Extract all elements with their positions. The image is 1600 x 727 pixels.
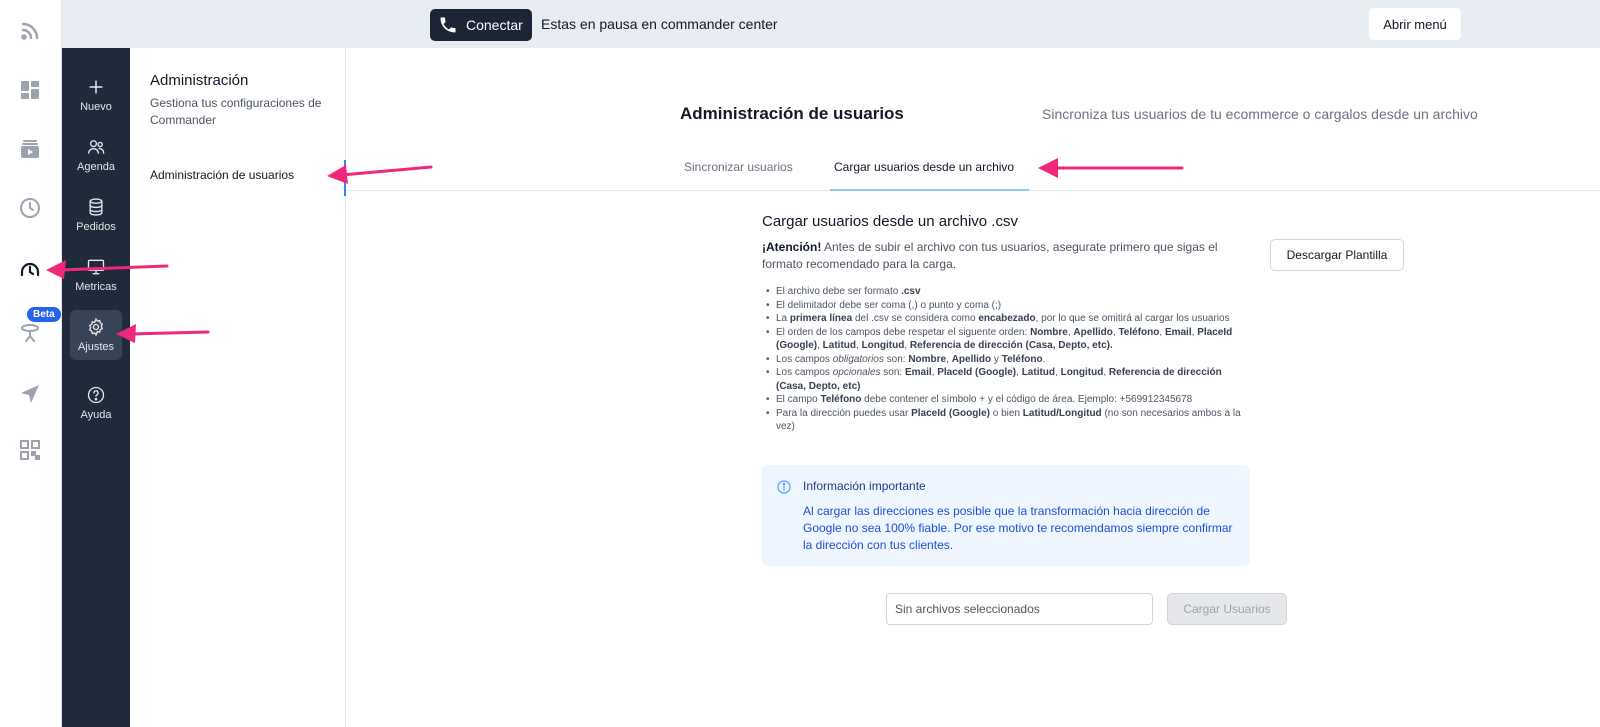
- info-title: Información importante: [803, 479, 926, 493]
- file-input-placeholder: Sin archivos seleccionados: [895, 602, 1040, 616]
- nav-label: Ayuda: [80, 409, 112, 421]
- nav-item-ayuda[interactable]: [70, 378, 122, 428]
- nav-label: Nuevo: [80, 101, 112, 113]
- format-rules-list: [762, 285, 1252, 434]
- icon-rail: [0, 0, 62, 727]
- list-item: • Los campos opcionales son: Email, PlaceId (Google), Latitud, Longitud, Referencia de dirección (Casa, Depto, etc): [762, 366, 1252, 393]
- settings-panel: [130, 48, 346, 727]
- upload-users-button[interactable]: Cargar Usuarios: [1167, 593, 1287, 625]
- main-nav: [62, 48, 130, 727]
- rider-icon[interactable]: [17, 320, 43, 346]
- headset-icon[interactable]: [17, 255, 43, 281]
- users-icon: [86, 137, 106, 157]
- list-item: • El campo Teléfono debe contener el símbolo + y el código de área. Ejemplo: +569912345678: [762, 393, 1252, 407]
- list-item: • El orden de los campos debe respetar el siguente orden: Nombre, Apellido, Teléfono, Email, PlaceId (Google), Latitud, Longitud, Referencia de dirección (Casa, Depto, etc).: [762, 326, 1252, 353]
- list-item: • El delimitador debe ser coma (,) o punto y coma (;): [762, 299, 1252, 313]
- list-item: • Los campos obligatorios son: Nombre, Apellido y Teléfono.: [762, 353, 1252, 367]
- info-text: Al cargar las direcciones es posible que la transformación hacia dirección de Google no sea 100% fiable. Por ese motivo te recomendamos siempre confirmar la dirección con tus clientes.: [803, 504, 1233, 552]
- connect-label: Conectar: [466, 17, 523, 33]
- panel-description: Gestiona tus configuraciones de Commander: [150, 96, 322, 127]
- nav-item-metricas[interactable]: [70, 250, 122, 300]
- arrowhead-upload-tab: [1038, 158, 1058, 178]
- section-title: Cargar usuarios desde un archivo .csv: [762, 213, 1018, 230]
- attention-label: ¡Atención!: [762, 240, 822, 254]
- tab-upload-file[interactable]: Cargar usuarios desde un archivo: [834, 160, 1015, 174]
- beta-badge: Beta: [27, 307, 61, 322]
- pause-status-text: Estas en pausa en commander center: [541, 16, 778, 32]
- dashboard-icon[interactable]: [17, 77, 43, 103]
- play-stack-icon[interactable]: [17, 136, 43, 162]
- download-template-button[interactable]: Descargar Plantilla: [1270, 239, 1404, 271]
- tab-sync-users[interactable]: Sincronizar usuarios: [684, 160, 793, 174]
- attention-body: Antes de subir el archivo con tus usuarios, asegurate primero que sigas el formato recomendado para la carga.: [762, 240, 1218, 271]
- nav-item-agenda[interactable]: [70, 130, 122, 180]
- arrow-to-user-admin: [342, 167, 431, 175]
- clock-icon[interactable]: [17, 195, 43, 221]
- panel-item-user-admin[interactable]: Administración de usuarios: [150, 168, 295, 182]
- nav-label: Metricas: [75, 281, 117, 293]
- nav-item-nuevo[interactable]: [70, 70, 122, 120]
- nav-item-pedidos[interactable]: [70, 190, 122, 240]
- nav-label: Pedidos: [76, 221, 116, 233]
- monitor-icon: [86, 257, 106, 277]
- list-item: • El archivo debe ser formato .csv: [762, 285, 1252, 299]
- database-icon: [86, 197, 106, 217]
- info-icon: [776, 479, 792, 495]
- nav-label: Agenda: [77, 161, 115, 173]
- nav-label: Ajustes: [77, 341, 115, 353]
- nav-item-ajustes[interactable]: [70, 310, 122, 360]
- help-icon: [86, 385, 106, 405]
- gear-icon: [86, 317, 106, 337]
- plus-icon: [86, 77, 106, 97]
- page-title: Administración de usuarios: [680, 104, 904, 123]
- top-bar: [62, 0, 1600, 48]
- page-subtitle: Sincroniza tus usuarios de tu ecommerce o cargalos desde un archivo: [1042, 106, 1478, 122]
- active-tab-indicator: [830, 189, 1029, 191]
- info-callout: [762, 465, 1250, 566]
- file-input[interactable]: [886, 593, 1153, 625]
- list-item: • Para la dirección puedes usar PlaceId (Google) o bien Latitud/Longitud (no son necesarios ambos a la vez): [762, 407, 1252, 434]
- connect-button[interactable]: [430, 9, 532, 41]
- panel-title: Administración: [150, 72, 249, 89]
- qr-code-icon[interactable]: [17, 437, 43, 463]
- rss-icon[interactable]: [17, 18, 43, 44]
- list-item: • La primera línea del .csv se considera como encabezado, por lo que se omitirá al cargar los usuarios: [762, 312, 1252, 326]
- open-menu-button[interactable]: Abrir menú: [1369, 8, 1461, 40]
- send-icon[interactable]: [17, 381, 43, 407]
- attention-text: [762, 239, 1257, 273]
- phone-icon: [438, 15, 458, 35]
